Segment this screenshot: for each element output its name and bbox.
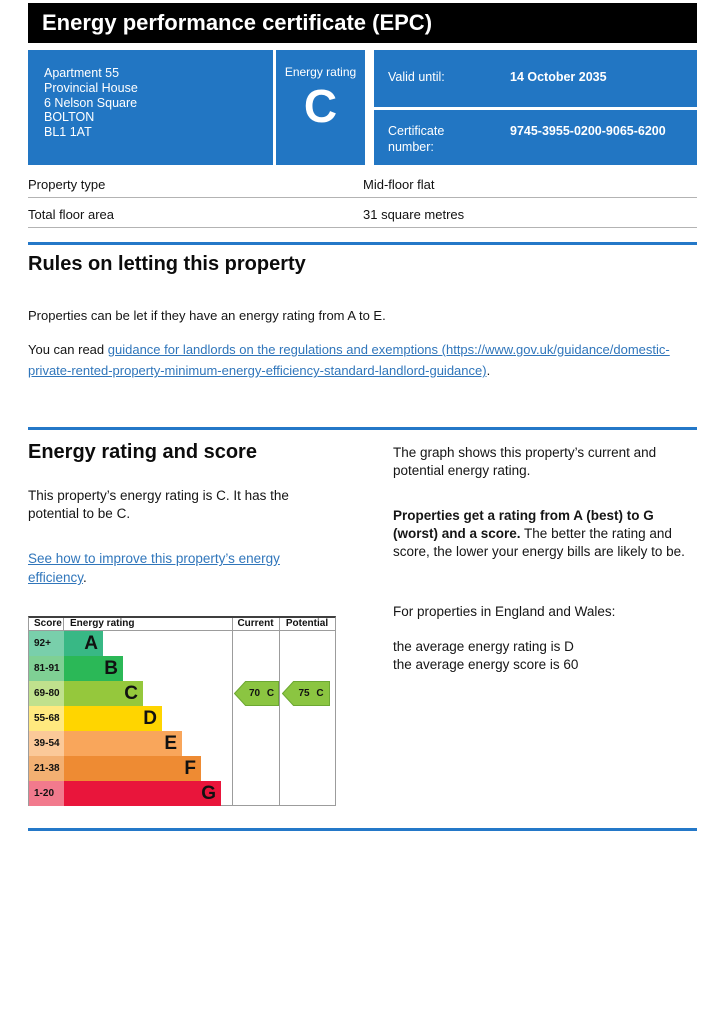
address-line: BOLTON [44, 110, 95, 125]
certificate-number-box [374, 110, 697, 165]
epc-band-row-b [29, 656, 335, 681]
table-divider [28, 197, 697, 198]
band-score-range: 81-91 [29, 656, 64, 681]
address-line: Apartment 55 [44, 66, 120, 80]
rules-paragraph: Properties can be let if they have an energy rating from A to E. [28, 308, 386, 323]
band-bar: D [64, 706, 162, 731]
document-header-bar [28, 3, 697, 43]
address-line: 6 Nelson Square [44, 95, 138, 110]
valid-until-box [374, 50, 697, 107]
address-line: Provincial House [44, 80, 138, 95]
rating-summary-paragraph: This property’s energy rating is C. It has the potential to be C. [28, 488, 289, 521]
improve-efficiency-link[interactable]: See how to improve this property’s energy efficiency [28, 551, 280, 585]
epc-band-row-f [29, 756, 335, 781]
epc-rating-chart [28, 616, 336, 806]
paragraph-text: . [83, 570, 87, 585]
average-rating-line: the average energy rating is D [393, 639, 574, 654]
paragraph-text: The better the rating and score, the lower your energy bills are likely to be. [393, 526, 685, 559]
rules-section-heading: Rules on letting this property [28, 253, 306, 275]
potential-rating-value: 75 C [298, 688, 324, 699]
paragraph-text: You can read [28, 342, 108, 357]
property-address-box [28, 50, 273, 165]
band-bar: F [64, 756, 201, 781]
score-column-header: Score [29, 618, 64, 630]
certificate-number-value: 9745-3955-0200-9065-6200 [510, 124, 666, 138]
property-type-label: Property type [28, 177, 106, 192]
band-score-range: 55-68 [29, 706, 64, 731]
epc-band-row-a [29, 631, 335, 656]
england-wales-paragraph: For properties in England and Wales: [393, 604, 616, 619]
epc-band-row-e [29, 731, 335, 756]
certificate-number-label: Certificate number: [388, 124, 445, 154]
address-line: BL1 1AT [44, 125, 92, 140]
epc-chart-bands [29, 631, 335, 806]
band-bar: G [64, 781, 221, 806]
table-divider [28, 227, 697, 228]
floor-area-label: Total floor area [28, 207, 114, 222]
section-rule [28, 427, 697, 430]
current-column-header: Current [237, 618, 274, 629]
potential-column-header: Potential [285, 618, 329, 629]
rating-scale-paragraph [393, 507, 697, 561]
valid-until-label: Valid until: [388, 70, 445, 84]
improve-efficiency-paragraph [28, 549, 333, 587]
band-score-range: 92+ [29, 631, 64, 656]
graph-explainer-paragraph: The graph shows this property’s current and potential energy rating. [393, 445, 657, 478]
column-divider [232, 618, 233, 805]
section-rule [28, 828, 697, 831]
rating-section-heading: Energy rating and score [28, 441, 257, 463]
landlord-guidance-paragraph [28, 339, 700, 381]
epc-band-row-d [29, 706, 335, 731]
section-rule [28, 242, 697, 245]
band-bar: B [64, 656, 123, 681]
average-score-line: the average energy score is 60 [393, 657, 579, 672]
band-bar: C [64, 681, 143, 706]
landlord-guidance-link[interactable]: guidance for landlords on the regulations and exemptions (https://www.gov.uk/guidance/domestic-private-rented-property-minimum-energy-efficiency-standard-landlord-guidance) [28, 342, 670, 378]
rating-scale-bold-text: Properties get a rating from A (best) to G (worst) and a score. [393, 508, 654, 541]
averages-paragraph [393, 638, 695, 674]
band-score-range: 1-20 [29, 781, 64, 806]
floor-area-value: 31 square metres [363, 207, 465, 222]
band-score-range: 21-38 [29, 756, 64, 781]
valid-until-value: 14 October 2035 [510, 70, 607, 84]
energy-rating-label: Energy rating [284, 65, 357, 79]
current-rating-value: 70 C [248, 688, 275, 699]
band-bar: A [64, 631, 103, 656]
band-bar: E [64, 731, 182, 756]
document-title: Energy performance certificate (EPC) [42, 10, 433, 35]
potential-rating-arrow [282, 681, 330, 706]
property-type-value: Mid-floor flat [363, 177, 435, 192]
energy-rating-value: C [303, 80, 338, 132]
energy-rating-box [276, 50, 365, 165]
column-divider [279, 618, 280, 805]
current-rating-arrow [234, 681, 279, 706]
band-score-range: 39-54 [29, 731, 64, 756]
paragraph-text: . [486, 363, 491, 378]
band-score-range: 69-80 [29, 681, 64, 706]
energy-rating-column-header: Energy rating [70, 618, 135, 629]
epc-chart-header [29, 618, 335, 631]
epc-band-row-g [29, 781, 335, 806]
